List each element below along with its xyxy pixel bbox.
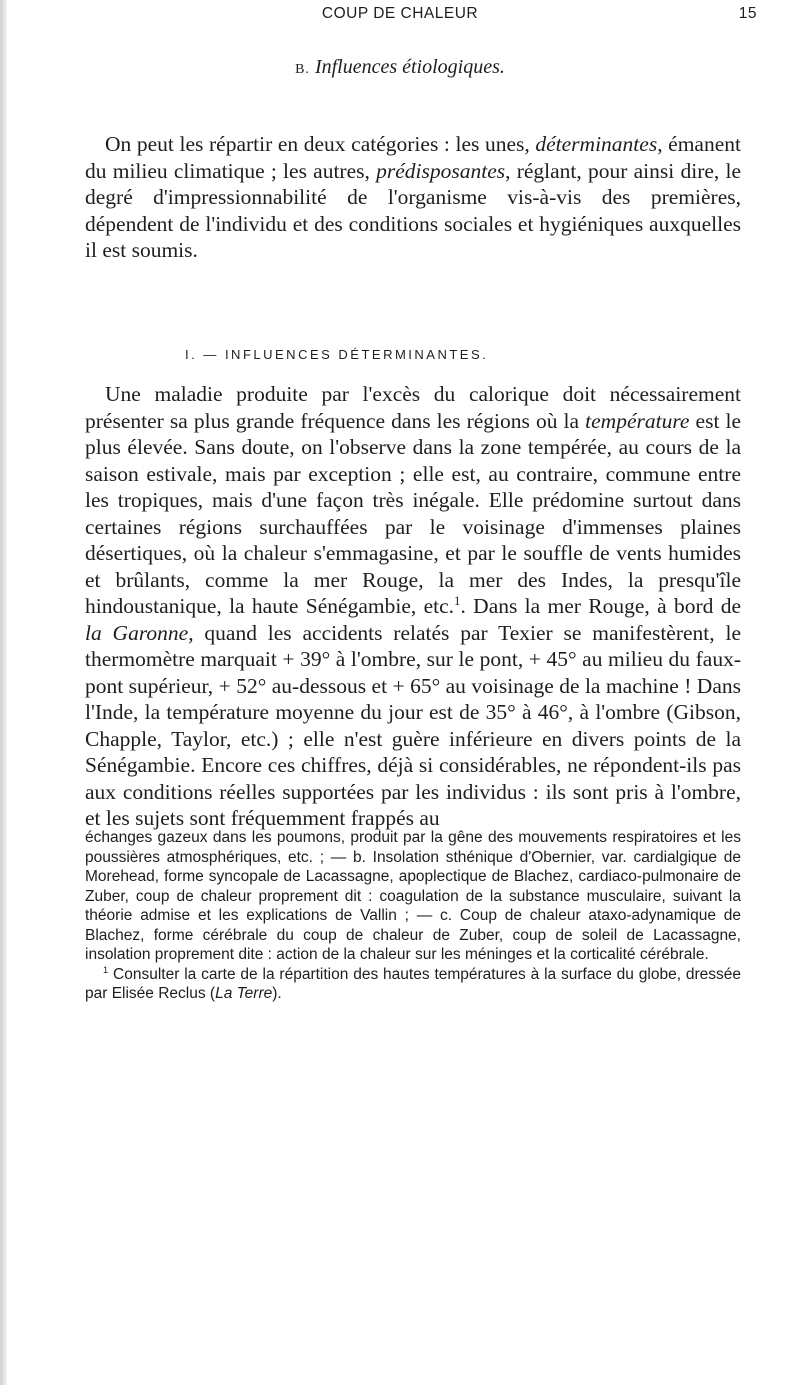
footnote-reference[interactable]: 1 bbox=[454, 593, 461, 608]
paragraph-main-text-1: Une maladie produite par l'excès du calorique doit nécessairement présenter sa plus grande fréquence dans les régions où la bbox=[85, 382, 741, 433]
term-temperature: température bbox=[585, 408, 690, 433]
page-number: 15 bbox=[738, 5, 757, 22]
footnote-marker: 1 bbox=[103, 964, 109, 975]
paragraph-intro-text-3: , réglant, pour ainsi dire, le degré d'impressionnabilité de l'organisme vis-à-vis des premières, dépendent de l'individu et des conditions sociales et hygiéniques auxquelles il est soumis. bbox=[85, 158, 742, 262]
footnote-1-title: La Terre bbox=[215, 985, 273, 1002]
paragraph-main-text-3: . Dans la mer Rouge, à bord de bbox=[460, 594, 741, 618]
footnote-1-end: ). bbox=[272, 985, 282, 1002]
term-predisposantes: prédisposantes bbox=[376, 158, 506, 183]
footnote-1-text: Consulter la carte de la répartition des hautes températures à la surface du globe, dressée par Elisée Reclus ( bbox=[85, 965, 741, 1002]
subsection-heading: I. — INFLUENCES DÉTERMINANTES. bbox=[185, 347, 489, 362]
section-title: Influences étiologiques. bbox=[314, 56, 505, 78]
section-letter: B. bbox=[295, 62, 310, 77]
running-head bbox=[0, 5, 800, 27]
paragraph-main-text-4: , quand les accidents relatés par Texier se manifestèrent, le thermomètre marquait + 39° à l'ombre, sur le pont, + 45° au milieu du faux-pont supérieur, + 52° au-dessous et + 65° au voisinage de la machine ! Dans l'Inde, la température moyenne du jour est de 35° à 46°, à l'ombre (Gibson, Chapple, Taylor, etc.) ; elle n'est guère inférieure en divers points de la Sénégambie. Encore ces chiffres, déjà si considérables, ne répondent-ils pas aux conditions réelles supportées par les individus : ils sont pris à l'ombre, et les sujets sont fréquemment frappés au bbox=[85, 620, 741, 830]
paragraph-intro-text-2: , émanent du milieu climatique ; les autres, bbox=[85, 132, 741, 183]
paragraph-intro-text-1: On peut les répartir en deux catégories : les unes, bbox=[105, 132, 536, 156]
footnote-continuation: échanges gazeux dans les poumons, produit par la gêne des mouvements respiratoires et les poussières atmosphériques, etc. ; — b. Insolation sthénique d'Obernier, var. cardialgique de Morehead, forme syncopale de Lacassagne, apoplectique de Blachez, cardiaco-pulmonaire de Zuber, coup de chaleur proprement dit : coagulation de la substance musculaire, suivant la théorie admise et les explications de Vallin ; — c. Coup de chaleur ataxo-adynamique de Blachez, forme cérébrale du coup de chaleur de Zuber, coup de soleil de Lacassagne, insolation proprement dite : action de la chaleur sur les méninges et la corticalité cérébrale. bbox=[85, 829, 741, 963]
running-title: COUP DE CHALEUR bbox=[321, 5, 479, 22]
paragraph-intro bbox=[85, 131, 741, 264]
term-determinantes: déterminantes bbox=[535, 132, 658, 156]
page-gutter-edge bbox=[0, 0, 7, 1385]
paragraph-main-text-2: est le plus élevée. Sans doute, on l'observe dans la zone tempérée, au cours de la saison estivale, mais par exception ; elle est, au contraire, commune entre les tropiques, mais d'une façon très inégale. Elle prédomine surtout dans certaines régions surchauffées par le voisinage d'immenses plaines désertiques, où la chaleur s'emmagasine, et par le souffle de vents humides et brûlants, comme la mer Rouge, la mer des Indes, la presqu'île hindoustanique, la haute Sénégambie, etc. bbox=[85, 408, 742, 618]
paragraph-main bbox=[85, 381, 741, 832]
section-heading bbox=[0, 56, 800, 79]
ship-name-la-garonne: la Garonne bbox=[85, 620, 189, 645]
footnotes bbox=[85, 828, 741, 1004]
footnote-1 bbox=[85, 965, 741, 1004]
